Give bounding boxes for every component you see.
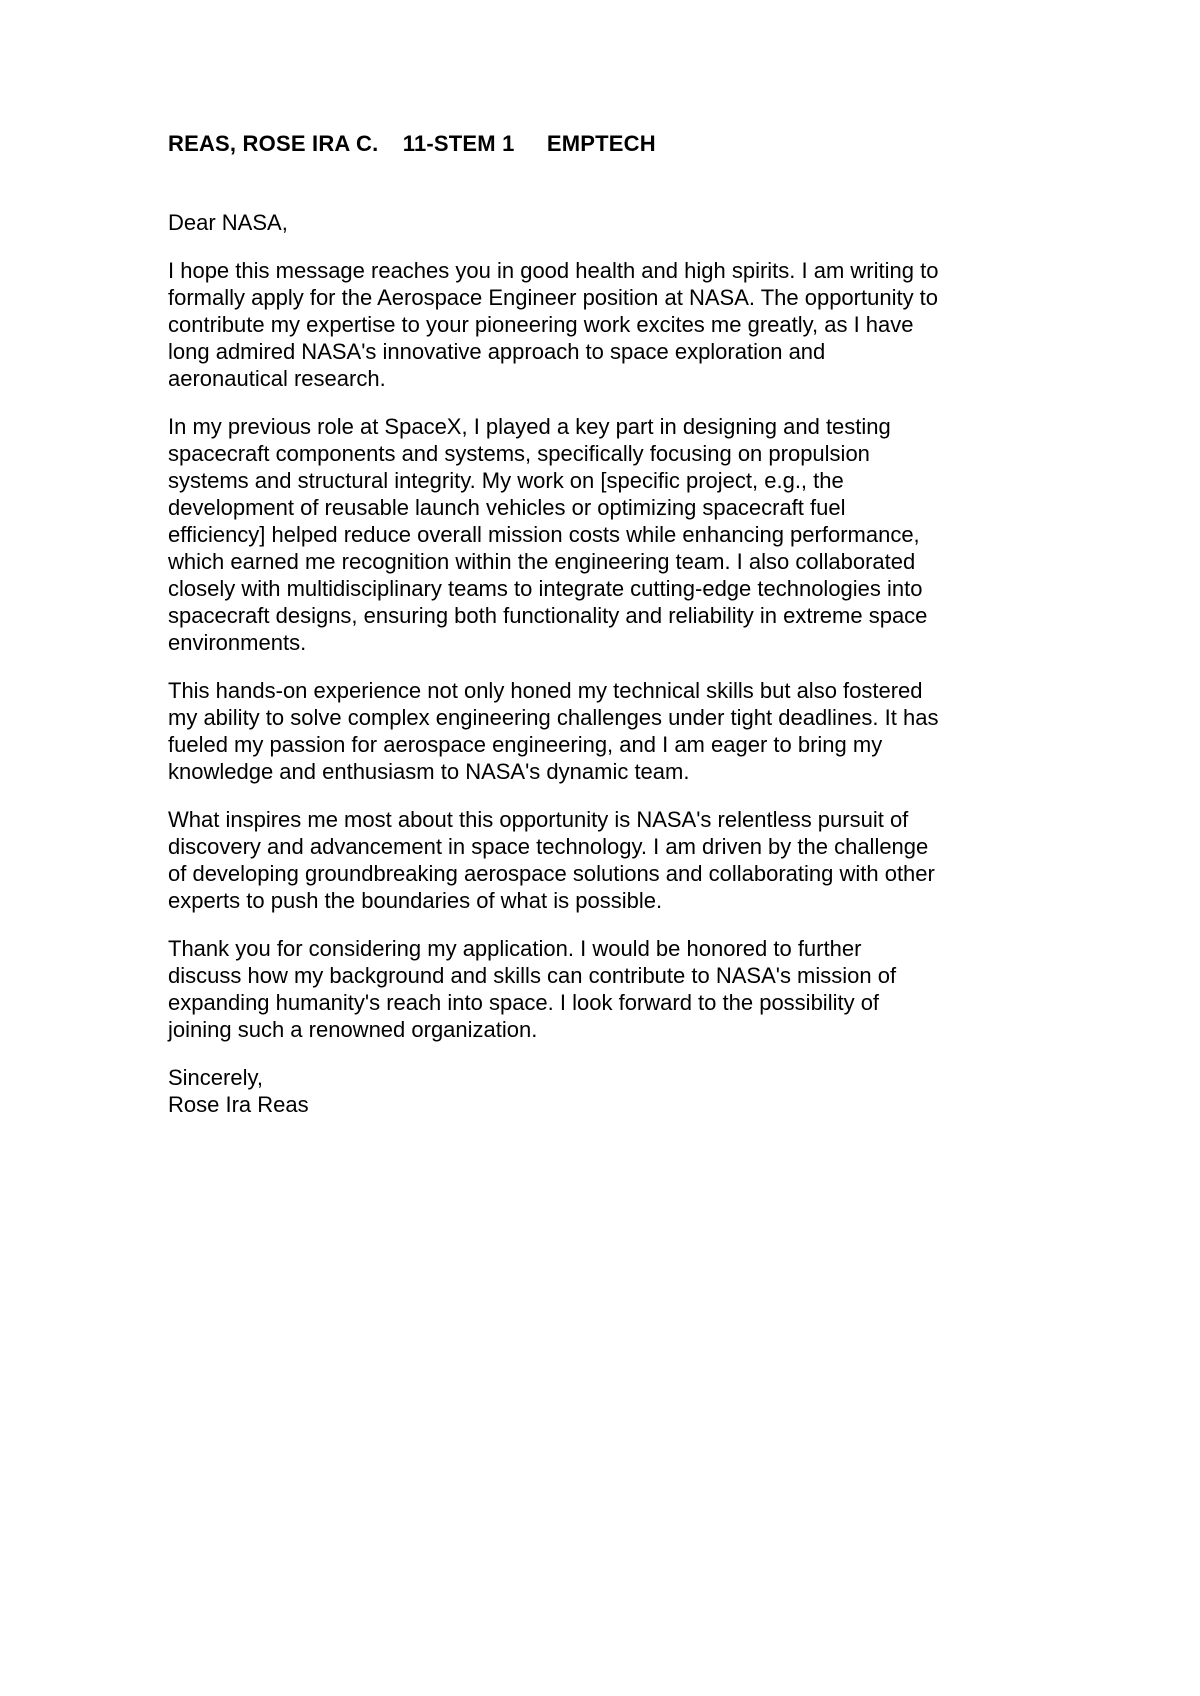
closing: Sincerely,: [168, 1065, 263, 1090]
subject-name: EMPTECH: [546, 131, 656, 156]
class-section: 11-STEM 1: [402, 131, 515, 156]
paragraph-motivation: What inspires me most about this opportunity is NASA's relentless pursuit of discovery and advancement in space technology. I am driven by the challenge of developing groundbreaking aerospace solutions and collaborating with other experts to push the boundaries of what is possible.: [168, 807, 935, 913]
salutation: Dear NASA,: [168, 210, 288, 235]
closing-block: [168, 1064, 940, 1118]
document-header: [168, 130, 940, 157]
signature: Rose Ira Reas: [168, 1092, 309, 1117]
letter-content: [168, 130, 940, 1118]
paragraph-skills: This hands-on experience not only honed my technical skills but also fostered my ability to solve complex engineering challenges under tight deadlines. It has fueled my passion for aerospace engineering, and I am eager to bring my knowledge and enthusiasm to NASA's dynamic team.: [168, 678, 939, 784]
paragraph-introduction: I hope this message reaches you in good health and high spirits. I am writing to formally apply for the Aerospace Engineer position at NASA. The opportunity to contribute my expertise to your pioneering work excites me greatly, as I have long admired NASA's innovative approach to space exploration and aeronautical research.: [168, 258, 939, 391]
student-name: REAS, ROSE IRA C.: [168, 131, 379, 156]
paragraph-experience: In my previous role at SpaceX, I played a key part in designing and testing spacecraft components and systems, specifically focusing on propulsion systems and structural integrity. My work on [specific project, e.g., the development of reusable launch vehicles or optimizing spacecraft fuel efficiency] helped reduce overall mission costs while enhancing performance, which earned me recognition within the engineering team. I also collaborated closely with multidisciplinary teams to integrate cutting-edge technologies into spacecraft designs, ensuring both functionality and reliability in extreme space environments.: [168, 414, 928, 655]
paragraph-thanks: Thank you for considering my application. I would be honored to further discuss how my background and skills can contribute to NASA's mission of expanding humanity's reach into space. I look forward to the possibility of joining such a renowned organization.: [168, 936, 897, 1042]
